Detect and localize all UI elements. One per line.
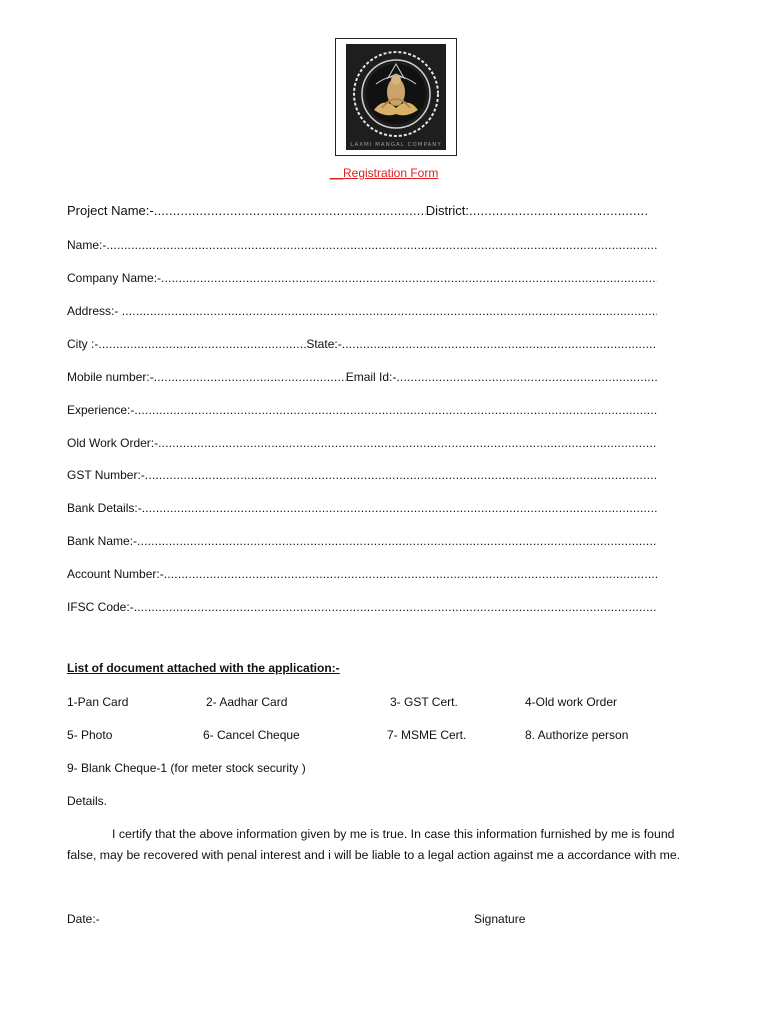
mobile-email-row <box>67 364 657 384</box>
date-label: Date:- <box>67 912 100 926</box>
document-item: 2- Aadhar Card <box>206 695 288 709</box>
declaration-text: I certify that the above information given by me is true. In case this information furnished by me is found false, may be recovered with penal interest and i will be liable to a legal action against me a accordance with me. <box>67 827 681 862</box>
project-name-field[interactable] <box>154 203 426 218</box>
district-label: District: <box>425 203 470 218</box>
address-row <box>67 298 657 318</box>
document-item: 1-Pan Card <box>67 695 129 709</box>
document-item: 3- GST Cert. <box>390 695 458 709</box>
document-item: 6- Cancel Cheque <box>203 728 300 742</box>
address-label: Address:- <box>67 304 122 318</box>
experience-field[interactable] <box>134 403 657 417</box>
document-item: 4-Old work Order <box>525 695 618 709</box>
company-name-row <box>67 265 657 285</box>
state-label: State:- <box>306 337 342 351</box>
account-number-label: Account Number:- <box>67 567 164 581</box>
document-item: 8. Authorize person <box>525 728 629 742</box>
document-item: 9- Blank Cheque-1 (for meter stock security ) <box>67 761 306 775</box>
account-number-field[interactable] <box>164 567 657 581</box>
email-id-label: Email Id:- <box>345 370 397 384</box>
name-label: Name:- <box>67 238 107 252</box>
logo-text: LAXMI MANGAL COMPANY <box>350 142 442 148</box>
bank-details-field[interactable] <box>142 501 657 515</box>
state-field[interactable] <box>342 337 657 351</box>
lotus-emblem-icon <box>346 44 446 150</box>
bank-details-label: Bank Details:- <box>67 501 142 515</box>
email-id-field[interactable] <box>396 370 657 384</box>
old-work-order-label: Old Work Order:- <box>67 436 159 450</box>
document-item: 5- Photo <box>67 728 113 742</box>
experience-row <box>67 397 657 417</box>
city-state-row <box>67 331 657 351</box>
mobile-number-label: Mobile number:- <box>67 370 154 384</box>
project-district-row <box>67 198 649 218</box>
mobile-number-field[interactable] <box>154 370 346 384</box>
address-field[interactable] <box>122 304 657 318</box>
gst-number-row <box>67 462 657 482</box>
form-title: __Registration Form <box>329 166 439 180</box>
ifsc-code-label: IFSC Code:- <box>67 600 134 614</box>
old-work-order-row <box>67 430 657 450</box>
district-field[interactable] <box>469 203 649 218</box>
company-name-field[interactable] <box>161 271 657 285</box>
project-name-label: Project Name:- <box>67 203 154 218</box>
company-logo <box>346 44 446 150</box>
experience-label: Experience:- <box>67 403 135 417</box>
document-item: 7- MSME Cert. <box>387 728 467 742</box>
details-label: Details. <box>67 794 108 808</box>
documents-heading: List of document attached with the application:- <box>67 661 340 675</box>
signature-label: Signature <box>474 912 526 926</box>
gst-number-label: GST Number:- <box>67 468 145 482</box>
bank-name-field[interactable] <box>137 534 657 548</box>
account-number-row <box>67 561 657 581</box>
city-field[interactable] <box>98 337 306 351</box>
ifsc-code-row <box>67 594 657 614</box>
name-row <box>67 232 657 252</box>
bank-details-row <box>67 495 657 515</box>
city-label: City :- <box>67 337 99 351</box>
logo-frame <box>335 38 457 156</box>
bank-name-row <box>67 528 657 548</box>
bank-name-label: Bank Name:- <box>67 534 138 548</box>
name-field[interactable] <box>106 238 657 252</box>
gst-number-field[interactable] <box>145 468 657 482</box>
old-work-order-field[interactable] <box>158 436 657 450</box>
company-name-label: Company Name:- <box>67 271 162 285</box>
ifsc-code-field[interactable] <box>134 600 657 614</box>
